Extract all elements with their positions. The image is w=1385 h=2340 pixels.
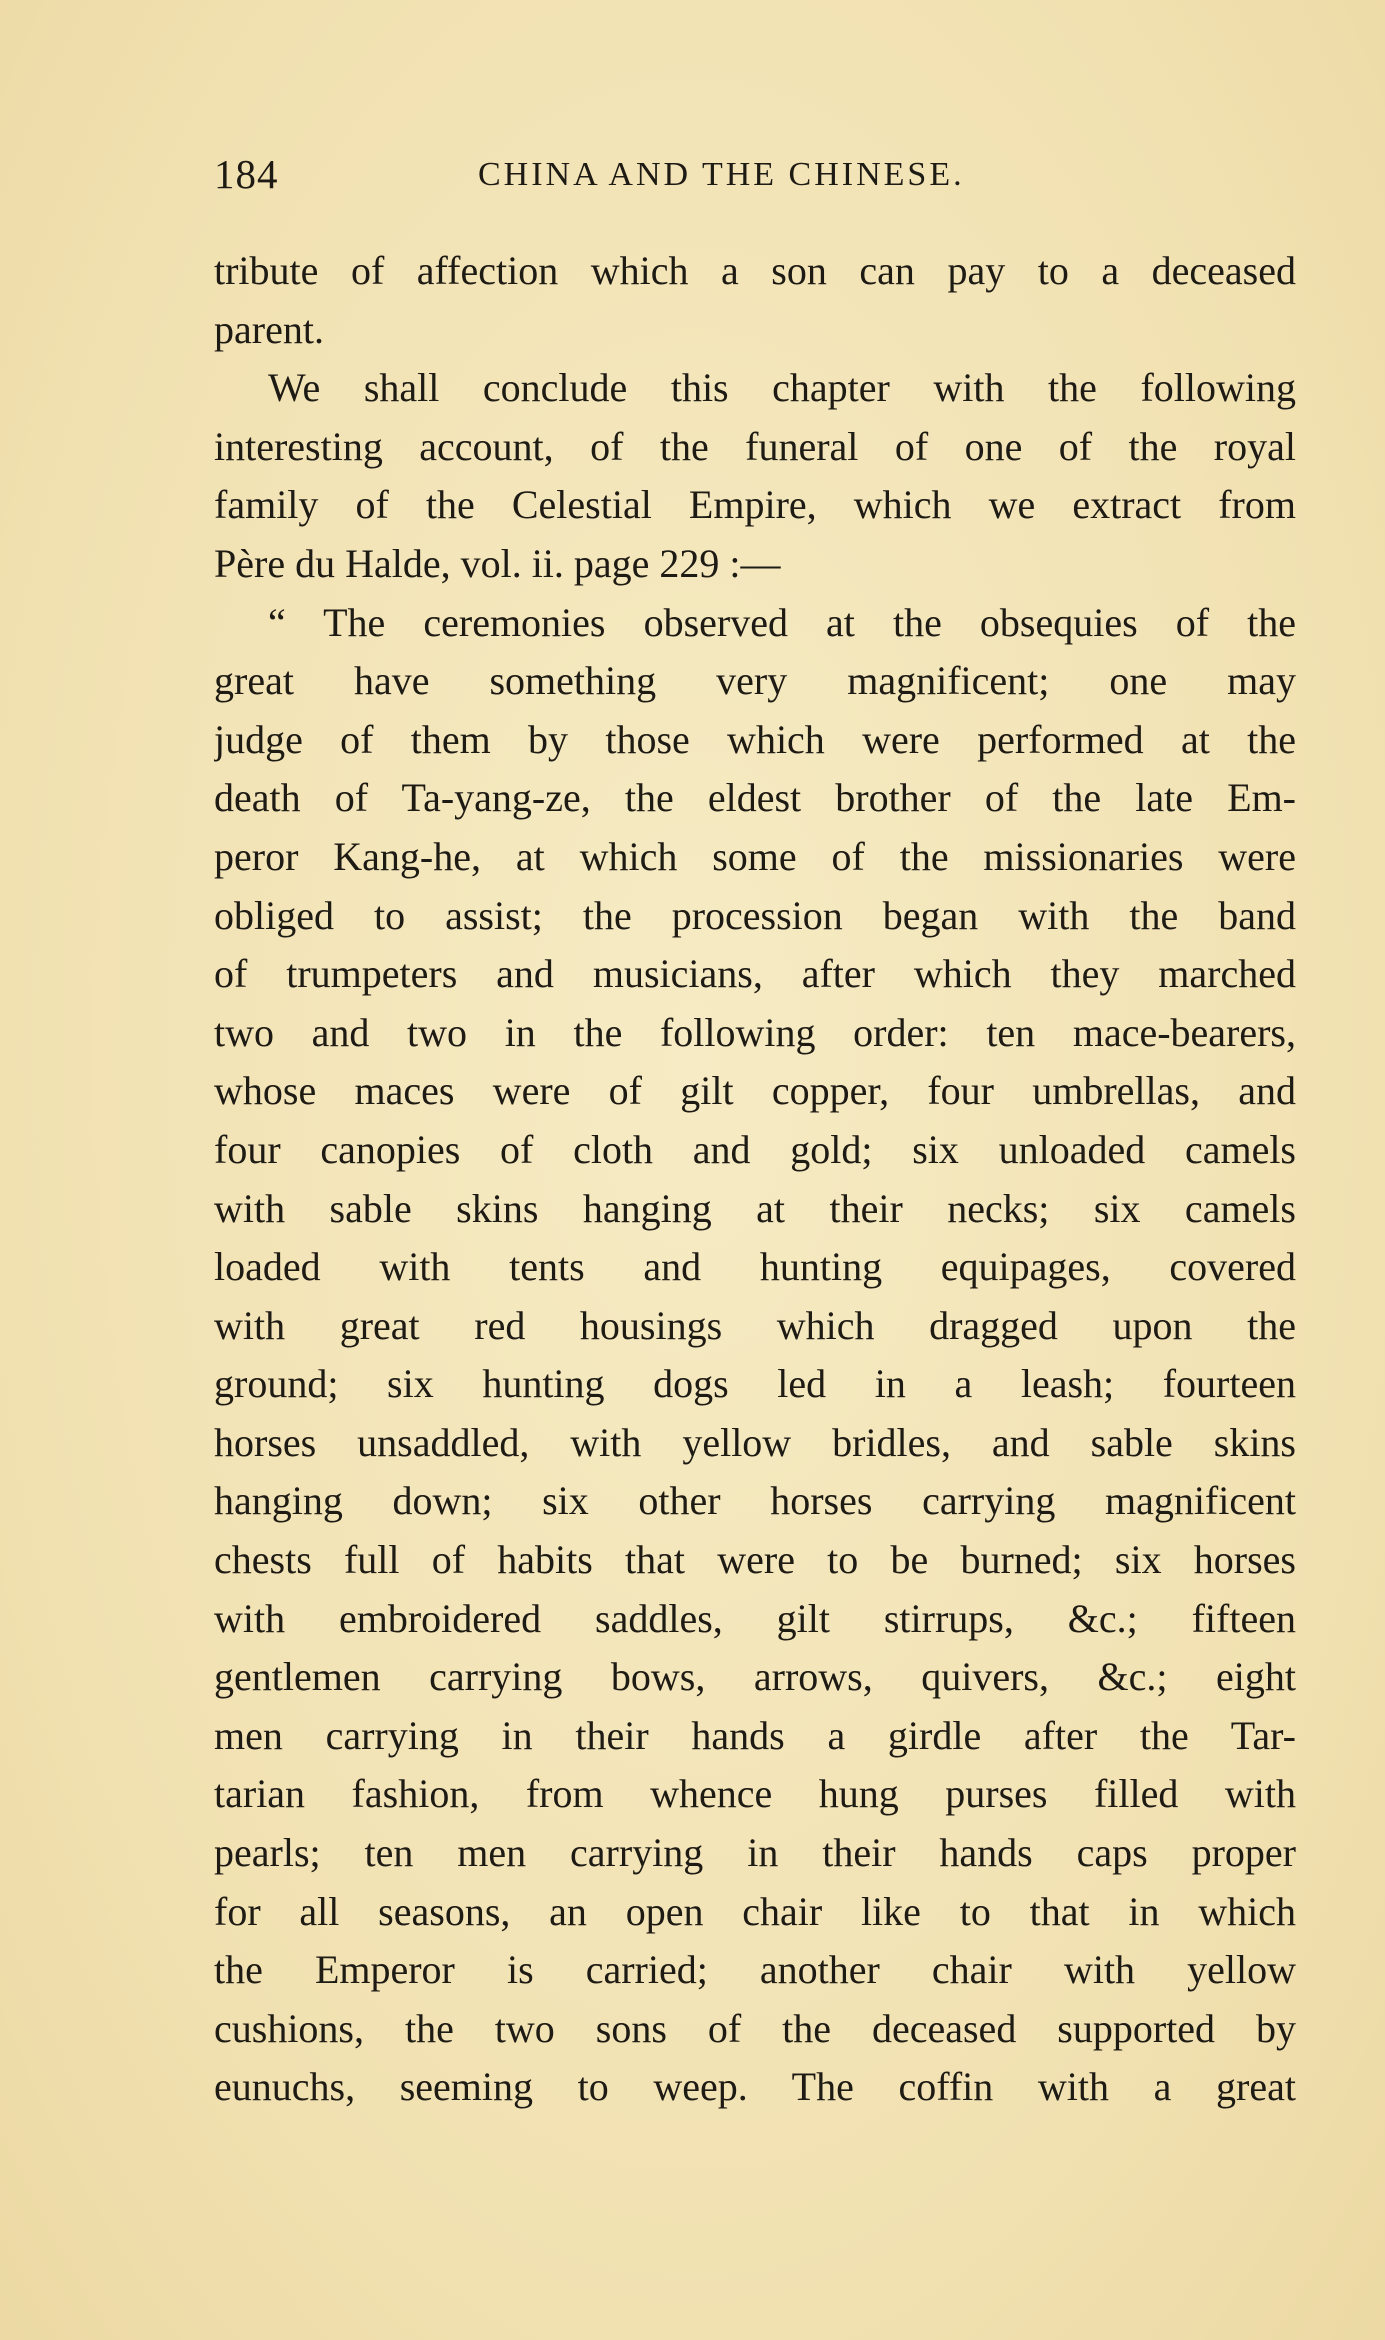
text-line: tarian fashion, from whence hung purses filled with bbox=[214, 1771, 1296, 1817]
text-line: hanging down; six other horses carrying magnificent bbox=[214, 1478, 1296, 1524]
text-line: with embroidered saddles, gilt stirrups, &c.; fifteen bbox=[214, 1595, 1296, 1641]
text-line: chests full of habits that were to be burned; six horses bbox=[214, 1537, 1296, 1583]
text-line: family of the Celestial Empire, which we extract from bbox=[214, 482, 1296, 528]
text-line: for all seasons, an open chair like to that in which bbox=[214, 1888, 1296, 1934]
text-line: gentlemen carrying bows, arrows, quivers, &c.; eight bbox=[214, 1654, 1296, 1700]
text-line: great have something very magnificent; one may bbox=[214, 658, 1296, 704]
text-line: Père du Halde, vol. ii. page 229 :— bbox=[214, 540, 781, 586]
text-line: cushions, the two sons of the deceased supported by bbox=[214, 2005, 1296, 2051]
text-line: interesting account, of the funeral of one of the royal bbox=[214, 423, 1296, 469]
text-line: ground; six hunting dogs led in a leash; fourteen bbox=[214, 1361, 1296, 1407]
text-line: four canopies of cloth and gold; six unloaded camels bbox=[214, 1126, 1296, 1172]
text-line: peror Kang-he, at which some of the missionaries were bbox=[214, 833, 1296, 879]
text-line: with great red housings which dragged upon the bbox=[214, 1302, 1296, 1348]
text-line: pearls; ten men carrying in their hands caps proper bbox=[214, 1830, 1296, 1876]
running-title: CHINA AND THE CHINESE. bbox=[478, 156, 965, 193]
text-line: obliged to assist; the procession began with the band bbox=[214, 892, 1296, 938]
text-line: “ The ceremonies observed at the obsequies of the bbox=[268, 599, 1296, 645]
text-line: horses unsaddled, with yellow bridles, and sable skins bbox=[214, 1419, 1296, 1465]
text-line: two and two in the following order: ten mace-bearers, bbox=[214, 1009, 1296, 1055]
text-line: We shall conclude this chapter with the following bbox=[268, 365, 1296, 411]
text-line: whose maces were of gilt copper, four umbrellas, and bbox=[214, 1068, 1296, 1114]
text-line: men carrying in their hands a girdle after the Tar- bbox=[214, 1712, 1296, 1758]
text-line: the Emperor is carried; another chair with yellow bbox=[214, 1947, 1296, 1993]
page-header bbox=[214, 150, 1296, 210]
text-line: tribute of affection which a son can pay to a deceased bbox=[214, 248, 1296, 293]
text-line: with sable skins hanging at their necks; six camels bbox=[214, 1185, 1296, 1231]
text-line: of trumpeters and musicians, after which they marched bbox=[214, 951, 1296, 997]
page-number: 184 bbox=[214, 151, 279, 197]
body-text bbox=[214, 242, 1296, 2117]
text-line: parent. bbox=[214, 306, 324, 352]
text-line: judge of them by those which were performed at the bbox=[214, 716, 1296, 762]
text-line: death of Ta-yang-ze, the eldest brother of the late Em- bbox=[214, 775, 1296, 821]
text-line: eunuchs, seeming to weep. The coffin with a great bbox=[214, 2064, 1296, 2110]
text-line: loaded with tents and hunting equipages, covered bbox=[214, 1244, 1296, 1290]
